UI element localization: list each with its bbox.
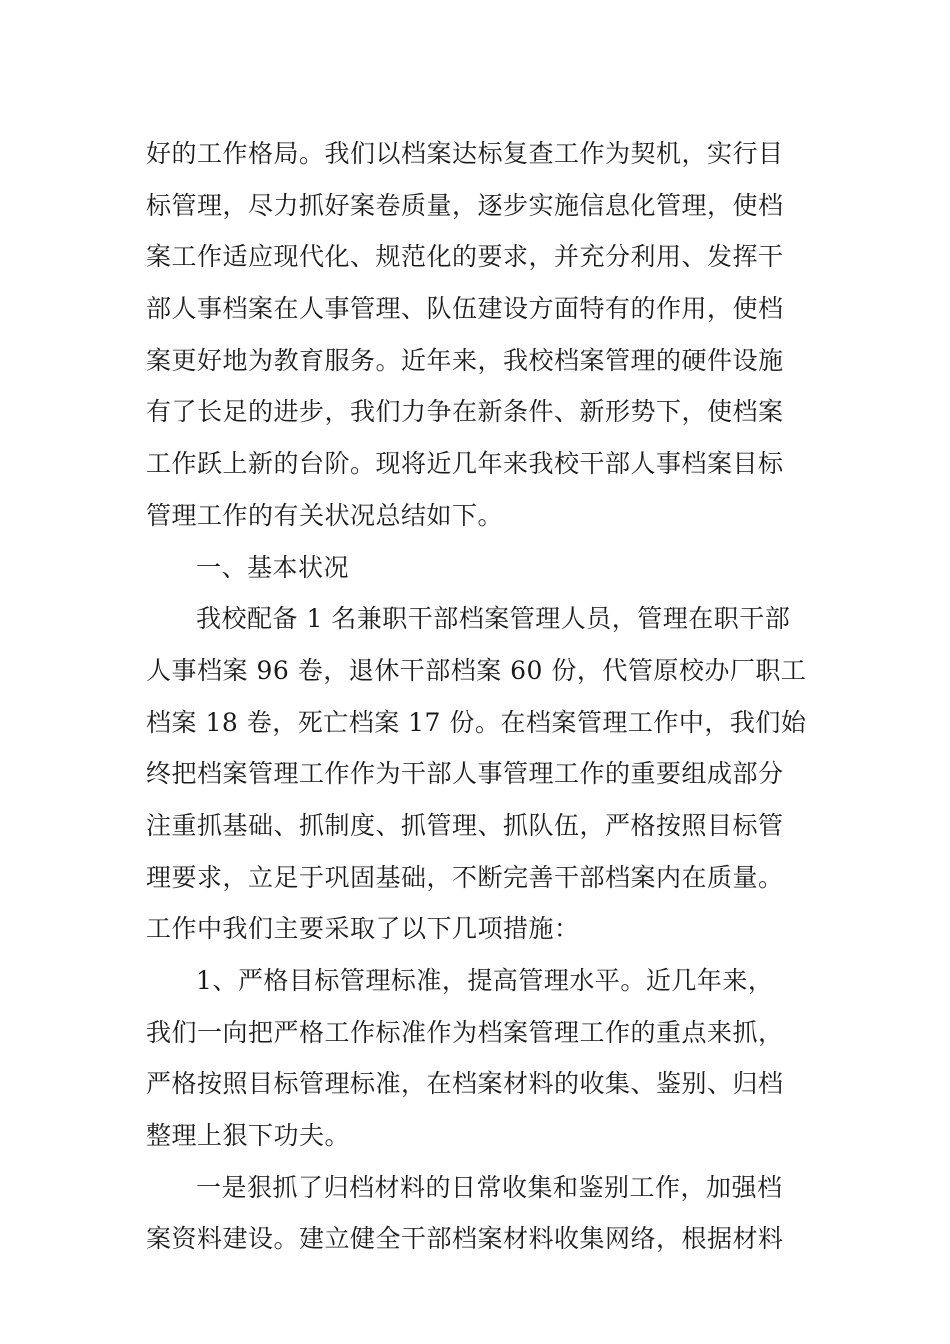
text-line: 案工作适应现代化、规范化的要求，并充分利用、发挥干: [146, 242, 784, 272]
text-line: 理要求，立足于巩固基础，不断完善干部档案内在质量。: [146, 862, 784, 892]
text-line: 工作中我们主要采取了以下几项措施：: [146, 914, 580, 944]
text-line: 管理工作的有关状况总结如下。: [146, 500, 504, 530]
text-line: 部人事档案在人事管理、队伍建设方面特有的作用，使档: [146, 294, 784, 324]
text-line: 一是狠抓了归档材料的日常收集和鉴别工作，加强档: [196, 1172, 783, 1202]
text-line: 1、严格目标管理标准，提高管理水平。近几年来，: [196, 966, 774, 995]
text-line: 严格按照目标管理标准，在档案材料的收集、鉴别、归档: [146, 1069, 784, 1099]
text-line: 档案 18 卷，死亡档案 17 份。在档案管理工作中，我们始: [146, 707, 807, 737]
text-line: 我校配备 1 名兼职干部档案管理人员，管理在职干部: [196, 604, 791, 634]
text-line: 我们一向把严格工作标准作为档案管理工作的重点来抓，: [146, 1017, 784, 1047]
text-line: 好的工作格局。我们以档案达标复查工作为契机，实行目: [146, 139, 784, 168]
text-line: 有了长足的进步，我们力争在新条件、新形势下，使档案: [146, 397, 784, 427]
text-line: 终把档案管理工作作为干部人事管理工作的重要组成部分: [146, 759, 784, 789]
text-line: 整理上狠下功夫。: [146, 1121, 351, 1151]
text-line: 标管理，尽力抓好案卷质量，逐步实施信息化管理，使档: [146, 190, 784, 220]
text-line: 案更好地为教育服务。近年来，我校档案管理的硬件设施: [146, 345, 784, 375]
text-line: 人事档案 96 卷，退休干部档案 60 份，代管原校办厂职工: [146, 655, 807, 685]
section-heading: 一、基本状况: [196, 552, 350, 582]
document-body: [146, 128, 807, 1265]
text-line: 案资料建设。建立健全干部档案材料收集网络，根据材料: [146, 1224, 784, 1254]
text-line: 工作跃上新的台阶。现将近几年来我校干部人事档案目标: [146, 449, 784, 479]
text-line: 注重抓基础、抓制度、抓管理、抓队伍，严格按照目标管: [146, 810, 784, 840]
